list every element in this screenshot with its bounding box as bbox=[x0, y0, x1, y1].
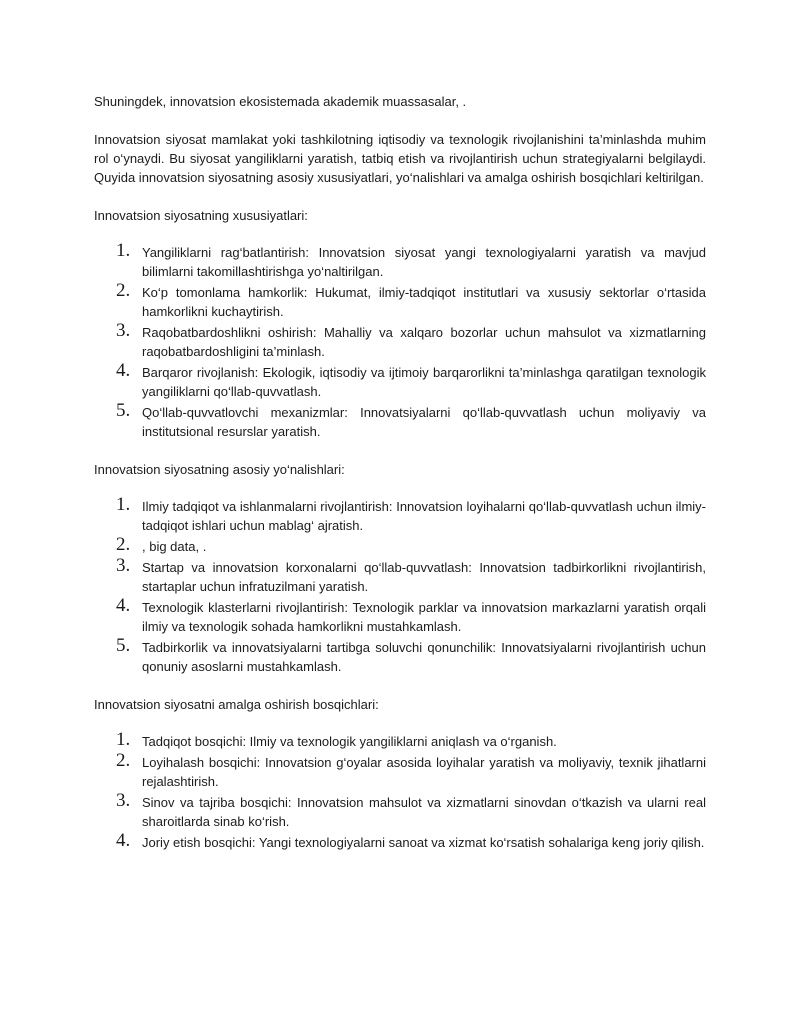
list-text: Tadbirkorlik va innovatsiyalarni tartibga soluvchi qonunchilik: Innovatsiyalarni rivojlantirish uchun qonuniy asoslarni mustahkamlash. bbox=[142, 640, 706, 674]
list-number: 2. bbox=[116, 534, 131, 555]
list-text: Yangiliklarni rag‘batlantirish: Innovatsion siyosat yangi texnologiyalarni yaratish va mavjud bilimlarni takomillashtirishga yo‘naltirilgan. bbox=[142, 245, 706, 279]
list-item bbox=[94, 729, 706, 751]
list-text: , big data, . bbox=[142, 539, 207, 554]
list-text: Loyihalash bosqichi: Innovatsion g‘oyalar asosida loyihalar yaratish va moliyaviy, texnik jihatlarni rejalashtirish. bbox=[142, 755, 706, 789]
list-text: Texnologik klasterlarni rivojlantirish: Texnologik parklar va innovatsion markazlarni yaratish orqali ilmiy va texnologik sohada hamkorlikni mustahkamlash. bbox=[142, 600, 706, 634]
list-item bbox=[94, 635, 706, 676]
list-item bbox=[94, 400, 706, 441]
list-number: 1. bbox=[116, 240, 131, 261]
list-item bbox=[94, 280, 706, 321]
list-item bbox=[94, 595, 706, 636]
list-number: 4. bbox=[116, 595, 131, 616]
list-item bbox=[94, 750, 706, 791]
list-item bbox=[94, 830, 706, 852]
list-item bbox=[94, 534, 706, 556]
list-text: Tadqiqot bosqichi: Ilmiy va texnologik yangiliklarni aniqlash va o‘rganish. bbox=[142, 734, 557, 749]
list-text: Ilmiy tadqiqot va ishlanmalarni rivojlantirish: Innovatsion loyihalarni qo‘llab-quvvatlash uchun ilmiy-tadqiqot ishlari uchun mablag‘ ajratish. bbox=[142, 499, 706, 533]
list-number: 5. bbox=[116, 400, 131, 421]
directions-list bbox=[94, 494, 706, 676]
section-heading-stages: Innovatsion siyosatni amalga oshirish bosqichlari: bbox=[94, 697, 379, 712]
list-text: Barqaror rivojlanish: Ekologik, iqtisodiy va ijtimoiy barqarorlikni ta’minlashga qaratilgan texnologik yangiliklarni qo‘llab-quvvatlash. bbox=[142, 365, 706, 399]
intro-paragraph: Innovatsion siyosat mamlakat yoki tashkilotning iqtisodiy va texnologik rivojlanishini ta’minlashda muhim rol o‘ynaydi. Bu siyosat yangiliklarni yaratish, tatbiq etish va rivojlantirish uchun strategiyalarni belgilaydi. Quyida innovatsion siyosatning asosiy xususiyatlari, yo‘nalishlari va amalga oshirish bosqichlari keltirilgan. bbox=[94, 132, 706, 185]
document-page bbox=[94, 92, 706, 871]
list-number: 4. bbox=[116, 830, 131, 851]
section-heading-features: Innovatsion siyosatning xususiyatlari: bbox=[94, 208, 308, 223]
list-number: 3. bbox=[116, 320, 131, 341]
list-number: 3. bbox=[116, 790, 131, 811]
list-text: Sinov va tajriba bosqichi: Innovatsion mahsulot va xizmatlarni sinovdan o‘tkazish va ularni real sharoitlarda sinab ko‘rish. bbox=[142, 795, 706, 829]
list-text: Startap va innovatsion korxonalarni qo‘llab-quvvatlash: Innovatsion tadbirkorlikni rivojlantirish, startaplar uchun infratuzilmani yaratish. bbox=[142, 560, 706, 594]
intro-line: Shuningdek, innovatsion ekosistemada akademik muassasalar, . bbox=[94, 94, 467, 109]
list-number: 4. bbox=[116, 360, 131, 381]
section-heading-directions: Innovatsion siyosatning asosiy yo‘nalishlari: bbox=[94, 462, 345, 477]
list-text: Raqobatbardoshlikni oshirish: Mahalliy va xalqaro bozorlar uchun mahsulot va xizmatlarning raqobatbardoshligini ta’minlash. bbox=[142, 325, 706, 359]
list-item bbox=[94, 240, 706, 281]
list-text: Ko‘p tomonlama hamkorlik: Hukumat, ilmiy-tadqiqot institutlari va xususiy sektorlar o‘rtasida hamkorlikni kuchaytirish. bbox=[142, 285, 706, 319]
list-item bbox=[94, 360, 706, 401]
features-list bbox=[94, 240, 706, 441]
list-item bbox=[94, 494, 706, 535]
list-number: 5. bbox=[116, 635, 131, 656]
list-item bbox=[94, 320, 706, 361]
list-item bbox=[94, 555, 706, 596]
list-number: 2. bbox=[116, 280, 131, 301]
list-number: 1. bbox=[116, 494, 131, 515]
list-number: 1. bbox=[116, 729, 131, 750]
list-number: 2. bbox=[116, 750, 131, 771]
list-number: 3. bbox=[116, 555, 131, 576]
list-text: Qo‘llab-quvvatlovchi mexanizmlar: Innovatsiyalarni qo‘llab-quvvatlash uchun moliyaviy va institutsional resurslar yaratish. bbox=[142, 405, 706, 439]
stages-list bbox=[94, 729, 706, 852]
list-item bbox=[94, 790, 706, 831]
list-text: Joriy etish bosqichi: Yangi texnologiyalarni sanoat va xizmat ko‘rsatish sohalariga keng joriy qilish. bbox=[142, 835, 705, 850]
